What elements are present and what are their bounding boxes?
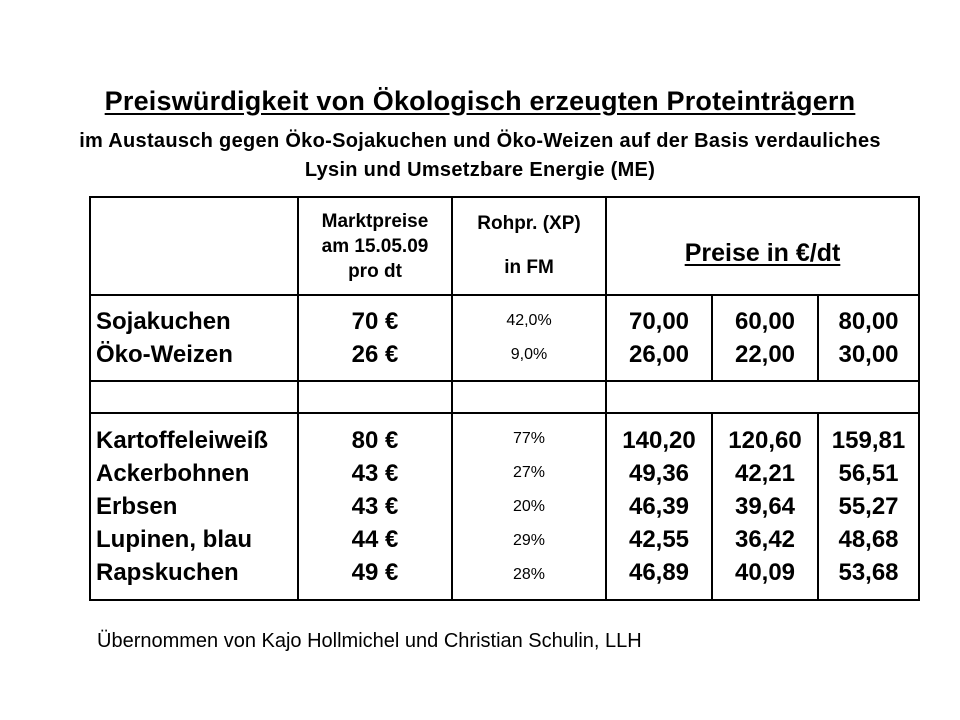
xp-value: 27% <box>512 463 546 481</box>
header-crude-protein <box>452 197 606 295</box>
subtitle-line-1: im Austausch gegen Öko-Sojakuchen und Öko-Weizen auf der Basis verdauliches <box>79 130 881 152</box>
market-price: 43 € <box>351 460 399 487</box>
product-market <box>298 413 452 600</box>
price-value: 40,09 <box>734 559 796 586</box>
xp-value: 29% <box>512 531 546 549</box>
price-value: 36,42 <box>734 526 796 553</box>
header-market-line: am 15.05.09 <box>321 235 429 257</box>
price-value: 120,60 <box>728 427 802 454</box>
feed-name: Sojakuchen <box>96 308 231 335</box>
product-xp <box>452 413 606 600</box>
price-value: 30,00 <box>838 341 899 368</box>
subtitle-line-2: Lysin und Umsetzbare Energie (ME) <box>304 159 656 181</box>
product-price-col-2 <box>712 413 818 600</box>
header-market-line: pro dt <box>348 260 402 282</box>
xp-value: 9,0% <box>510 346 548 363</box>
price-value: 22,00 <box>734 341 796 368</box>
price-value: 42,55 <box>628 526 690 553</box>
page-title: Preiswürdigkeit von Ökologisch erzeugten Proteinträgern <box>104 86 856 116</box>
market-price: 43 € <box>351 493 399 520</box>
price-value: 46,39 <box>628 493 690 520</box>
price-value: 46,89 <box>628 559 690 586</box>
reference-names <box>90 295 298 381</box>
products-row <box>90 413 919 600</box>
feed-name: Ackerbohnen <box>96 460 250 487</box>
feed-name: Rapskuchen <box>96 559 239 586</box>
xp-value: 77% <box>512 429 546 447</box>
market-price: 26 € <box>351 341 399 368</box>
price-value: 140,20 <box>622 427 696 454</box>
feed-name: Öko-Weizen <box>96 341 233 368</box>
header-market-price <box>298 197 452 295</box>
header-xp-line: in FM <box>504 257 554 278</box>
feed-name: Kartoffeleiweiß <box>96 427 269 454</box>
reference-price-col-1 <box>606 295 712 381</box>
header-empty-cell <box>90 197 298 295</box>
spacer-row <box>90 381 919 413</box>
price-value: 55,27 <box>838 493 899 520</box>
price-table <box>89 196 920 601</box>
reference-price-col-3 <box>818 295 919 381</box>
reference-xp <box>452 295 606 381</box>
reference-price-col-2 <box>712 295 818 381</box>
feed-name: Erbsen <box>96 493 178 520</box>
xp-value: 20% <box>512 497 546 515</box>
price-value: 48,68 <box>838 526 899 553</box>
header-market-line: Marktpreise <box>321 210 429 232</box>
source-footnote: Übernommen von Kajo Hollmichel und Christian Schulin, LLH <box>97 630 642 652</box>
header-xp-line: Rohpr. (XP) <box>477 213 581 234</box>
price-value: 60,00 <box>734 308 796 335</box>
price-value: 159,81 <box>831 427 906 454</box>
product-price-col-1 <box>606 413 712 600</box>
market-price: 80 € <box>351 427 399 454</box>
reference-row <box>90 295 919 381</box>
market-price: 70 € <box>351 308 399 335</box>
xp-value: 28% <box>512 565 546 583</box>
price-value: 49,36 <box>628 460 690 487</box>
subtitle <box>0 127 960 185</box>
price-value: 80,00 <box>838 308 899 335</box>
header-row <box>90 197 919 295</box>
reference-market <box>298 295 452 381</box>
price-value: 26,00 <box>628 341 690 368</box>
market-price: 44 € <box>351 526 399 553</box>
product-names <box>90 413 298 600</box>
price-value: 56,51 <box>838 460 899 487</box>
price-value: 53,68 <box>838 559 899 586</box>
header-prices: Preise in €/dt <box>606 197 919 295</box>
market-price: 49 € <box>351 559 399 586</box>
product-price-col-3 <box>818 413 919 600</box>
feed-name: Lupinen, blau <box>96 526 252 553</box>
price-value: 42,21 <box>734 460 796 487</box>
xp-value: 42,0% <box>506 312 552 329</box>
price-value: 70,00 <box>628 308 690 335</box>
price-value: 39,64 <box>734 493 796 520</box>
